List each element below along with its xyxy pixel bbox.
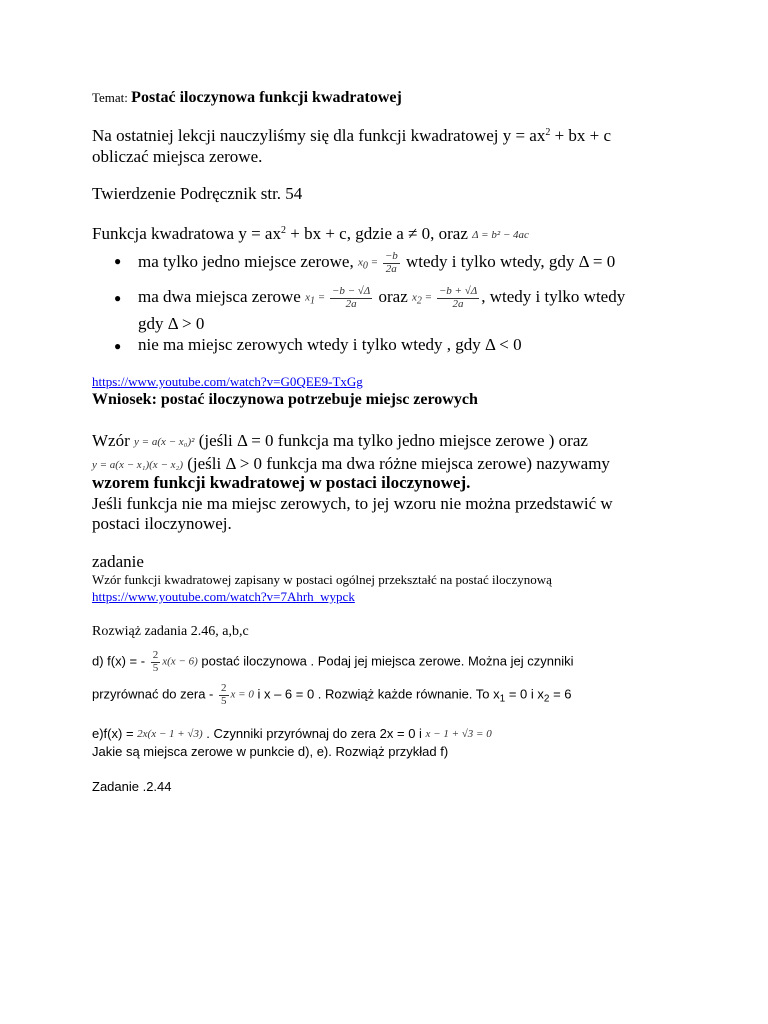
exercise-d2-prefix: przyrównać do zera - <box>92 686 214 702</box>
exercise-e-prefix: e)f(x) = <box>92 726 138 741</box>
definition-text-a: Funkcja kwadratowa y = ax <box>92 224 281 243</box>
formula-1-text: (jeśli Δ = 0 funkcja ma tylko jedno miejsce zerowe ) oraz <box>194 431 588 450</box>
intro-exponent: 2 <box>545 127 551 138</box>
exercise-e-formula-2: x − 1 + √3 = 0 <box>425 728 492 741</box>
x2-formula: $x_2$ = $\frac{-b + √\Delta}{2a}$ <box>412 285 478 310</box>
bullet-2-gdy: gdy <box>138 314 168 333</box>
exercise-d-line-2 <box>92 683 572 707</box>
topic-line <box>92 89 402 107</box>
exercise-solve-line: Rozwiąż zadania 2.46, a,b,c <box>92 624 249 639</box>
intro-text: Na ostatniej lekcji nauczyliśmy się dla funkcji kwadratowej y = ax <box>92 126 546 145</box>
definition-line <box>92 224 529 244</box>
formula-line-1 <box>92 431 588 451</box>
exercise-d-line <box>92 650 573 674</box>
conclusion: Wniosek: postać iloczynowa potrzebuje miejsc zerowych <box>92 391 478 408</box>
formula-2-text: (jeśli Δ > 0 funkcja ma dwa różne miejsca zerowe) nazywamy <box>182 454 610 473</box>
bullet-2-text: ma dwa miejsca zerowe <box>138 286 306 306</box>
theorem-title: Twierdzenie Podręcznik str. 54 <box>92 184 303 203</box>
page-title: Postać iloczynowa funkcji kwadratowej <box>131 89 402 106</box>
task-description: Wzór funkcji kwadratowej zapisany w postaci ogólnej przekształć na postać iloczynową <box>92 572 552 587</box>
formula-bold-line: wzorem funkcji kwadratowej w postaci iloczynowej. <box>92 473 471 492</box>
video-link-2[interactable]: https://www.youtube.com/watch?v=7Ahrh_wypck <box>92 589 355 604</box>
exercise-d-formula: $\frac{2}{5}$ x(x − 6) <box>152 649 198 674</box>
sub-1: 1 <box>499 693 506 705</box>
last-task: Zadanie .2.44 <box>92 779 172 794</box>
bullet-item-3 <box>138 335 522 355</box>
bullet-2-tail: , wtedy i tylko wtedy <box>481 286 626 306</box>
intro-text-end: + bx + c <box>550 126 612 145</box>
wzor-label: Wzór <box>92 431 135 450</box>
topic-label: Temat: <box>92 90 128 105</box>
definition-text-b: + bx + c, gdzie a ≠ 0, oraz <box>285 224 473 243</box>
exercise-d2-formula: $\frac{2}{5}$ x = 0 <box>221 682 254 707</box>
x0-formula: $x_0$ = $\frac{-b}{2a}$ <box>357 250 398 275</box>
task-title: zadanie <box>92 552 144 571</box>
exercise-d2-mid: = 0 i x <box>505 686 544 702</box>
bullet-1-text: ma tylko jedno miejsce zerowe, <box>138 251 358 271</box>
exercise-d2-end: = 6 <box>549 686 572 702</box>
bullet-2-oraz: oraz <box>378 286 413 306</box>
bullet-1-condition: Δ = 0 <box>578 251 616 271</box>
exercise-question: Jakie są miejsca zerowe w punkcie d), e). Rozwiąż przykład f) <box>92 744 449 759</box>
x1-formula: $x_1$ = $\frac{-b - √\Delta}{2a}$ <box>305 285 371 310</box>
bullet-3-condition: Δ < 0 <box>485 335 522 354</box>
bullet-item-1 <box>138 251 615 275</box>
formula-line-2 <box>92 454 610 474</box>
bullet-dot-3: ● <box>114 339 122 353</box>
bullet-item-2 <box>138 286 625 310</box>
exercise-d2-text: i x – 6 = 0 . Rozwiąż każde równanie. To x <box>257 686 500 702</box>
bullet-dot-1: ● <box>114 254 122 268</box>
bullet-item-2-line2 <box>138 314 204 334</box>
exercise-e-line <box>92 726 492 741</box>
definition-exponent: 2 <box>280 225 286 236</box>
intro-line-2: obliczać miejsca zerowe. <box>92 147 263 166</box>
video-link-1[interactable]: https://www.youtube.com/watch?v=G0QEE9-TxGg <box>92 374 363 389</box>
delta-formula: Δ = b² − 4ac <box>472 228 529 241</box>
exercise-d-prefix: d) f(x) = - <box>92 653 146 669</box>
exercise-e-text: . Czynniki przyrównaj do zera 2x = 0 i <box>202 726 426 741</box>
video-link-1-row <box>92 374 363 390</box>
two-roots-formula: y = a(x − x₁)(x − x₂) <box>92 458 183 471</box>
formula-line-4: Jeśli funkcja nie ma miejsc zerowych, to jej wzoru nie można przedstawić w <box>92 494 613 513</box>
bullet-dot-2: ● <box>114 291 122 305</box>
single-root-formula: y = a(x − x₀)² <box>134 435 195 448</box>
video-link-2-row <box>92 589 355 605</box>
exercise-d-text: postać iloczynowa . Podaj jej miejsca zerowe. Można jej czynniki <box>201 653 574 669</box>
formula-line-5: postaci iloczynowej. <box>92 514 232 533</box>
bullet-2-condition: Δ > 0 <box>167 314 205 333</box>
bullet-3-text: nie ma miejsc zerowych wtedy i tylko wtedy , gdy <box>138 335 485 354</box>
bullet-1-condition-text: wtedy i tylko wtedy, gdy <box>406 251 579 271</box>
sub-2: 2 <box>543 693 550 705</box>
intro-line-1 <box>92 126 611 146</box>
exercise-e-formula: 2x(x − 1 + √3) <box>137 728 203 741</box>
